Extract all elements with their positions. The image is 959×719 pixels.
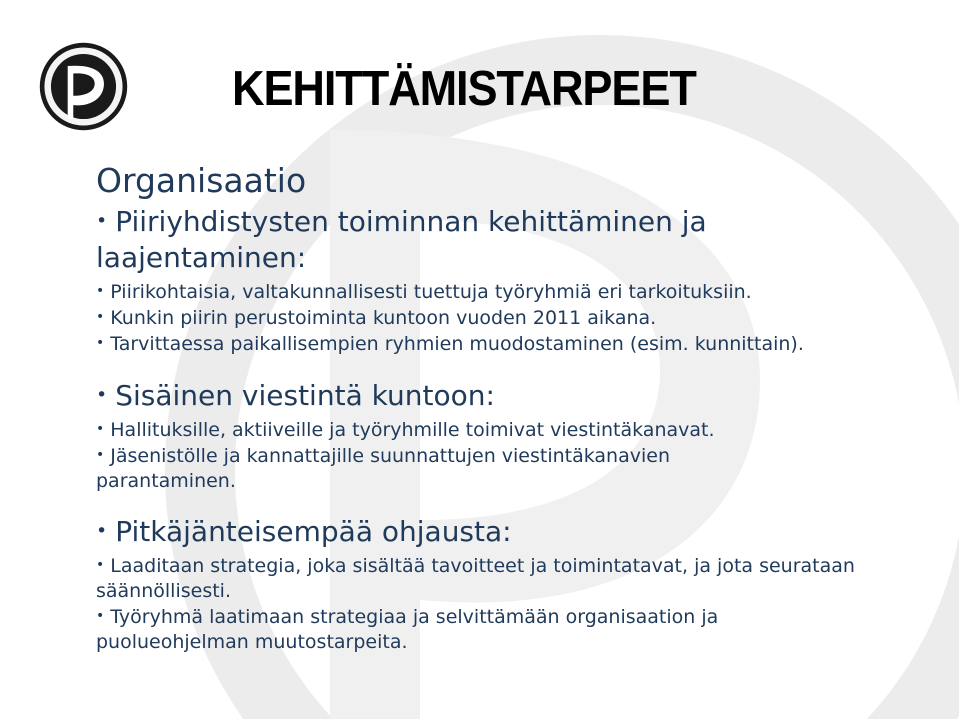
heading-organisaatio: Organisaatio bbox=[96, 161, 307, 200]
list-item: • Hallituksille, aktiiveille ja työryhmille toimivat viestintäkanavat. bbox=[96, 419, 715, 441]
list-item: • Työryhmä laatimaan strategiaa ja selvittämään organisaation ja puolueohjelman muutostarpeita. bbox=[96, 606, 719, 653]
pirate-party-sail-logo-icon bbox=[37, 40, 130, 133]
list-item: • Piirikohtaisia, valtakunnallisesti tuettuja työryhmiä eri tarkoituksiin. bbox=[96, 281, 752, 303]
section-label: • Sisäinen viestintä kuntoon: bbox=[96, 379, 495, 412]
section-organisation bbox=[96, 162, 896, 357]
bullet-icon: • bbox=[96, 608, 105, 624]
bullet-icon: • bbox=[96, 520, 108, 542]
section-long-term-steering bbox=[96, 513, 896, 655]
section-label: • Piiriyhdistysten toiminnan kehittäminen ja laajentaminen: bbox=[96, 205, 707, 274]
bullet-icon: • bbox=[96, 309, 105, 325]
slide-title: KEHITTÄMISTARPEET bbox=[232, 62, 696, 116]
list-item: • Kunkin piirin perustoiminta kuntoon vuoden 2011 aikana. bbox=[96, 307, 657, 329]
bullet-icon: • bbox=[96, 210, 108, 232]
bullet-icon: • bbox=[96, 384, 108, 406]
section-label: • Pitkäjänteisempää ohjausta: bbox=[96, 515, 512, 548]
bullet-icon: • bbox=[96, 335, 105, 351]
section-internal-communication bbox=[96, 377, 896, 494]
bullet-icon: • bbox=[96, 557, 105, 573]
list-item: • Tarvittaessa paikallisempien ryhmien muodostaminen (esim. kunnittain). bbox=[96, 333, 804, 355]
bullet-icon: • bbox=[96, 447, 105, 463]
list-item: • Laaditaan strategia, joka sisältää tavoitteet ja toimintatavat, ja jota seurataan säännöllisesti. bbox=[96, 555, 855, 602]
bullet-icon: • bbox=[96, 421, 105, 437]
list-item: • Jäsenistölle ja kannattajille suunnattujen viestintäkanavien parantaminen. bbox=[96, 445, 670, 492]
bullet-icon: • bbox=[96, 283, 105, 299]
